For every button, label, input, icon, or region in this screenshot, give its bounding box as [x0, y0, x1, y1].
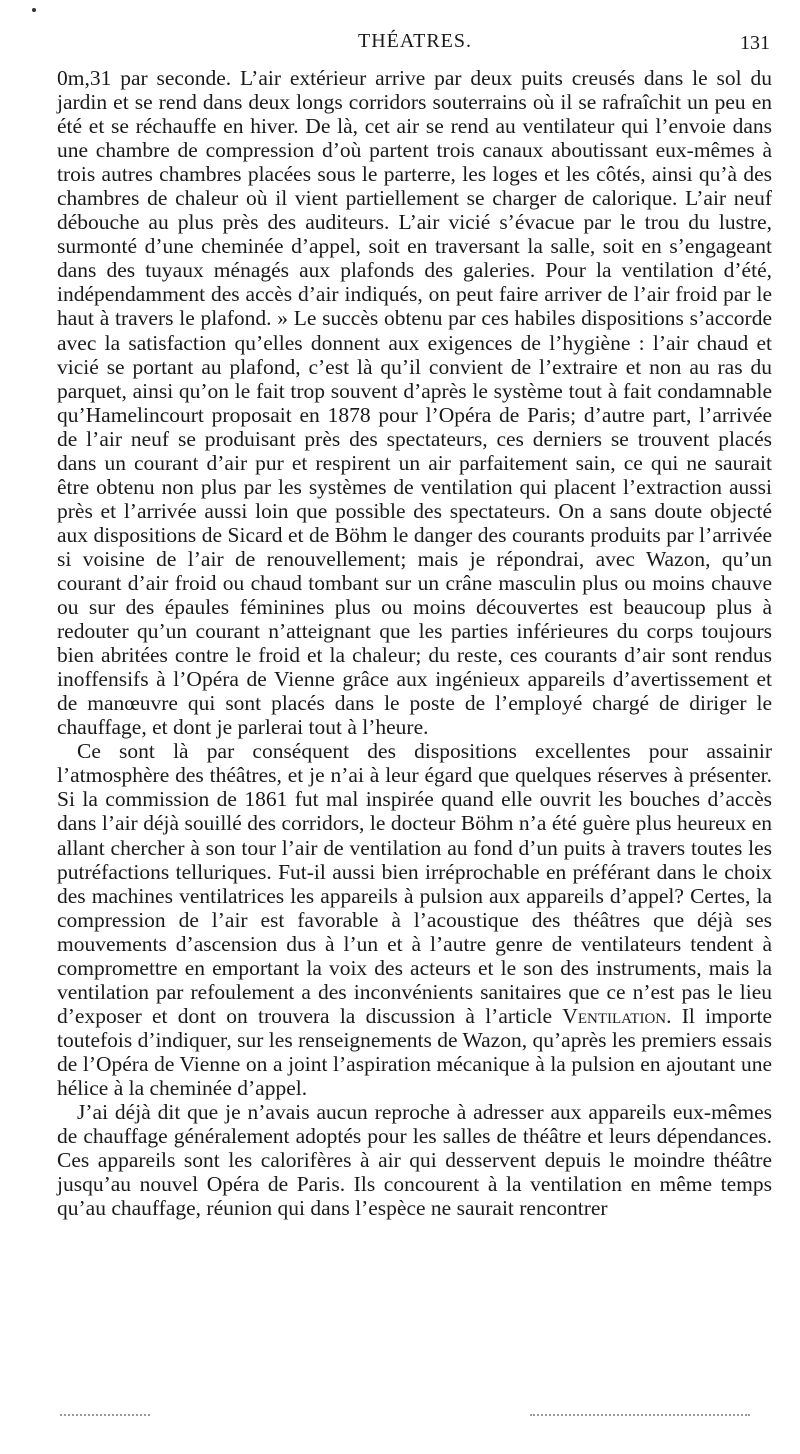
ventilation-reference: Ventilation — [562, 1003, 667, 1028]
running-header — [60, 30, 770, 60]
paragraph-3: J’ai déjà dit que je n’avais aucun reproche à adresser aux appareils eux-mêmes de chauffage généralement adoptés pour les salles de théâtre et leurs dépendances. Ces appareils sont les calorifères à air qui desservent depuis le moindre théâtre jusqu’au nouvel Opéra de Paris. Ils concourent à la ventilation en même temps qu’au chauffage, réunion qui dans l’espèce ne saurait rencontrer — [57, 1100, 772, 1221]
paragraph-2-text: Ce sont là par conséquent des dispositions excellentes pour assainir l’atmosphère des théâtres, et je n’ai à leur égard que quelques réserves à présenter. Si la commission de 1861 fut mal inspirée quand elle ouvrit les bouches d’accès dans l’air déjà souillé des corridors, le docteur Böhm n’a été guère plus heureux en allant chercher à son tour l’air de ventilation au fond d’un puits à travers toutes les putréfactions telluriques. Fut-il aussi bien irréprochable en préférant dans le choix des machines ventilatrices les appareils à pulsion aux appareils d’appel? Certes, la compression de l’air est favorable à l’acoustique des théâtres que déjà ses mouvements d’ascension dus à l’un et à l’autre genre de ventilateurs tendent à compromettre en emportant la voix des acteurs et le son des instruments, mais la ventilation par refoulement a des inconvénients sanitaires que ce n’est pas le lieu d’exposer et dont on trouvera la discussion à l’article — [57, 739, 772, 1028]
footer-scan-artifacts — [60, 1412, 750, 1418]
page-number: 131 — [740, 32, 770, 54]
scan-artifact-left — [60, 1414, 150, 1418]
paragraph-2-end: . Il importe toutefois d’indiquer, sur les renseignements de Wazon, qu’après les premiers essais de l’Opéra de Vienne on a joint l’aspiration mécanique à la pulsion en ajoutant une hélice à la cheminée d’appel. — [57, 1003, 772, 1100]
paragraph-1: 0m,31 par seconde. L’air extérieur arrive par deux puits creusés dans le sol du jardin et se rend dans deux longs corridors souterrains où il se rafraîchit un peu en été et se réchauffe en hiver. De là, cet air se rend au ventilateur qui l’envoie dans une chambre de compression d’où partent trois canaux aboutissant eux-mêmes à trois autres chambres placées sous le parterre, les loges et les côtés, ainsi qu’à des chambres de chaleur où il vient partiellement se charger de calorique. L’air neuf débouche au plus près des auditeurs. L’air vicié s’évacue par le trou du lustre, surmonté d’une cheminée d’appel, soit en traversant la salle, soit en s’engageant dans des tuyaux ménagés aux plafonds des galeries. Pour la ventilation d’été, indépendamment des accès d’air indiqués, on peut faire arriver de l’air froid par le haut à travers le plafond. » Le succès obtenu par ces habiles dispositions s’accorde avec la satisfaction qu’elles donnent aux exigences de l’hygiène : l’air chaud et vicié se portant au plafond, c’est là qu’il convient de l’extraire et non au ras du parquet, ainsi qu’on le fait trop souvent d’après le système tout à fait condamnable qu’Hamelincourt proposait en 1878 pour l’Opéra de Paris; d’autre part, l’arrivée de l’air neuf se produisant près des spectateurs, ces derniers se trouvent placés dans un courant d’air pur et respirent un air parfaitement sain, ce qui ne saurait être obtenu non plus par les systèmes de ventilation qui placent l’extraction aussi près et l’arrivée aussi loin que possible des spectateurs. On a sans doute objecté aux dispositions de Sicard et de Böhm le danger des courants produits par l’arrivée si voisine de l’air de renouvellement; mais je répondrai, avec Wazon, qu’un courant d’air froid ou chaud tombant sur un crâne masculin plus ou moins chauve ou sur des épaules féminines plus ou moins découvertes est beaucoup plus à redouter qu’un courant n’atteignant que les parties inférieures du corps toujours bien abritées contre le froid et la chaleur; du reste, ces courants d’air sont rendus inoffensifs à l’Opéra de Vienne grâce aux ingénieux appareils d’avertissement et de manœuvre qui sont placés dans le poste de l’employé chargé de diriger le chauffage, et dont je parlerai tout à l’heure. — [57, 66, 772, 740]
paragraph-2 — [57, 739, 772, 1100]
running-title: THÉATRES. — [358, 30, 472, 52]
scan-artifact-right — [530, 1414, 750, 1418]
stray-ink-dot — [32, 8, 36, 12]
body-text — [57, 66, 772, 1220]
